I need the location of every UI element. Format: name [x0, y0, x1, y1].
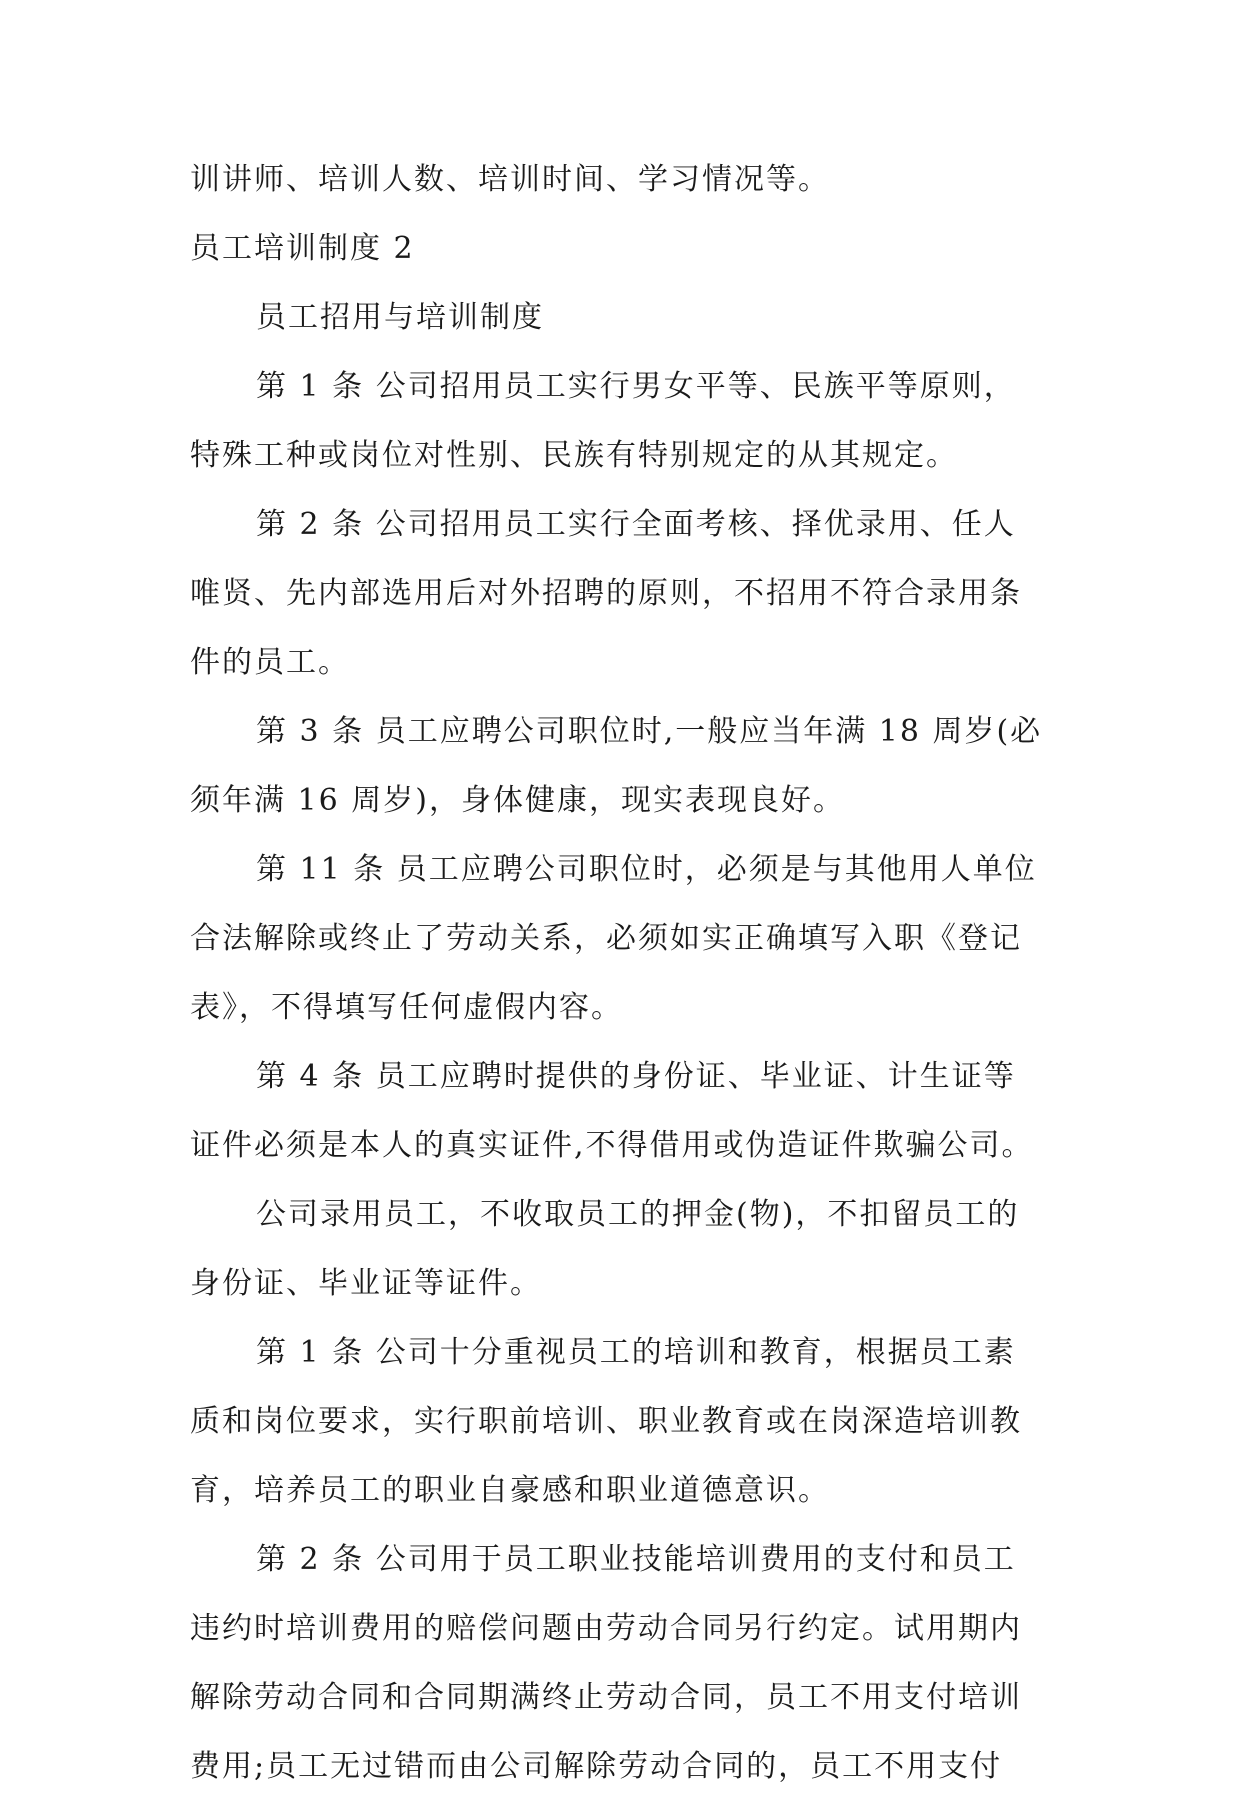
text-line: 第 2 条 公司招用员工实行全面考核、择优录用、任人	[256, 507, 1016, 542]
text-line: 第 4 条 员工应聘时提供的身份证、毕业证、计生证等	[256, 1059, 1016, 1094]
document-page	[190, 145, 1060, 1801]
text-line: 证件必须是本人的真实证件,不得借用或伪造证件欺骗公司。	[190, 1128, 1034, 1163]
text-line: 解除劳动合同和合同期满终止劳动合同，员工不用支付培训	[190, 1680, 1022, 1715]
text-line: 违约时培训费用的赔偿问题由劳动合同另行约定。试用期内	[190, 1611, 1022, 1646]
text-line: 公司录用员工，不收取员工的押金(物)，不扣留员工的	[256, 1197, 1020, 1232]
text-line: 身份证、毕业证等证件。	[190, 1266, 542, 1301]
text-line: 费用;员工无过错而由公司解除劳动合同的，员工不用支付	[190, 1749, 1003, 1784]
text-line: 表》，不得填写任何虚假内容。	[190, 990, 623, 1025]
text-line: 件的员工。	[190, 645, 350, 680]
section-heading: 员工培训制度 2	[190, 231, 415, 266]
text-line: 须年满 16 周岁)，身体健康，现实表现良好。	[190, 783, 845, 818]
text-line: 特殊工种或岗位对性别、民族有特别规定的从其规定。	[190, 438, 958, 473]
text-line: 唯贤、先内部选用后对外招聘的原则，不招用不符合录用条	[190, 576, 1022, 611]
text-line: 育，培养员工的职业自豪感和职业道德意识。	[190, 1473, 830, 1508]
text-line: 第 1 条 公司招用员工实行男女平等、民族平等原则，	[256, 369, 1016, 404]
text-line: 质和岗位要求，实行职前培训、职业教育或在岗深造培训教	[190, 1404, 1022, 1439]
text-line: 第 3 条 员工应聘公司职位时,一般应当年满 18 周岁(必	[256, 714, 1043, 749]
document-subtitle: 员工招用与培训制度	[256, 300, 544, 335]
text-line: 第 1 条 公司十分重视员工的培训和教育，根据员工素	[256, 1335, 1016, 1370]
text-line: 合法解除或终止了劳动关系，必须如实正确填写入职《登记	[190, 921, 1022, 956]
text-line: 第 11 条 员工应聘公司职位时，必须是与其他用人单位	[256, 852, 1037, 887]
text-line: 训讲师、培训人数、培训时间、学习情况等。	[190, 162, 830, 197]
text-line: 第 2 条 公司用于员工职业技能培训费用的支付和员工	[256, 1542, 1016, 1577]
